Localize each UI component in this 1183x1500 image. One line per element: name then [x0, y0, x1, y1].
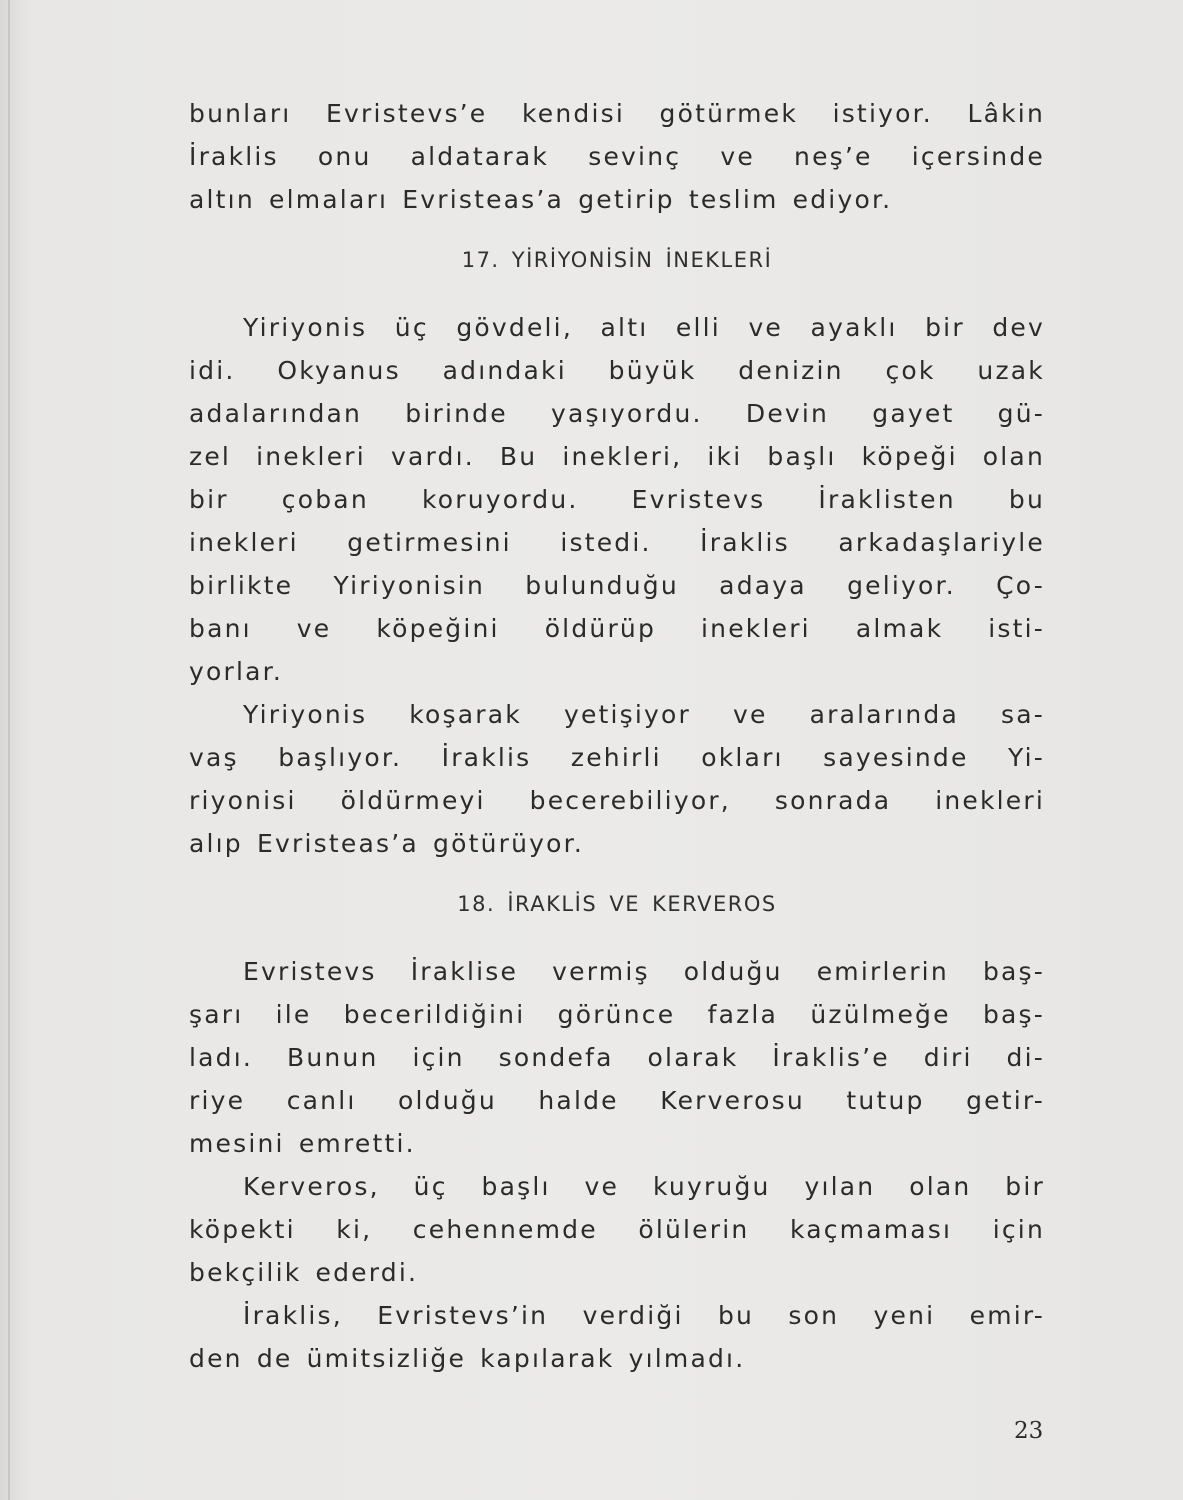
page-edge — [8, 0, 10, 1500]
section-heading-17: 17. YİRİYONİSİN İNEKLERİ — [461, 248, 773, 272]
paragraph-line: altın elmaları Evristeas’a getirip teslim ediyor. — [189, 185, 893, 214]
paragraph-line: adalarından birinde yaşıyordu. Devin gayet gü- — [189, 399, 1045, 428]
paragraph-line: mesini emretti. — [189, 1129, 416, 1158]
paragraph-line: riyonisi öldürmeyi becerebiliyor, sonrada inekleri — [189, 786, 1045, 815]
paragraph-line: banı ve köpeğini öldürüp inekleri almak isti- — [189, 614, 1045, 643]
paragraph-line: idi. Okyanus adındaki büyük denizin çok uzak — [189, 356, 1045, 385]
paragraph-line: bunları Evristevs’e kendisi götürmek istiyor. Lâkin — [189, 99, 1045, 128]
paragraph-line: İraklis onu aldatarak sevinç ve neş’e içersinde — [189, 142, 1045, 171]
paragraph-line: İraklis, Evristevs’in verdiği bu son yeni emir- — [243, 1301, 1045, 1330]
paragraph-line: inekleri getirmesini istedi. İraklis arkadaşlariyle — [189, 528, 1045, 557]
paragraph-line: alıp Evristeas’a götürüyor. — [189, 829, 584, 858]
paragraph-line: bir çoban koruyordu. Evristevs İraklisten bu — [189, 485, 1045, 514]
paragraph-line: riye canlı olduğu halde Kerverosu tutup getir- — [189, 1086, 1045, 1115]
paragraph-line: den de ümitsizliğe kapılarak yılmadı. — [189, 1344, 746, 1373]
section-heading-18: 18. İRAKLİS VE KERVEROS — [457, 892, 777, 916]
paragraph-line: Kerveros, üç başlı ve kuyruğu yılan olan bir — [243, 1172, 1045, 1201]
paragraph-line: köpekti ki, cehennemde ölülerin kaçmaması için — [189, 1215, 1045, 1244]
page-text — [189, 92, 1045, 1380]
page-number: 23 — [1014, 1418, 1044, 1444]
paragraph-line: birlikte Yiriyonisin bulunduğu adaya geliyor. Ço- — [189, 571, 1045, 600]
paragraph-line: Evristevs İraklise vermiş olduğu emirlerin baş- — [243, 957, 1045, 986]
paragraph-line: şarı ile becerildiğini görünce fazla üzülmeğe baş- — [189, 1000, 1045, 1029]
paragraph-line: bekçilik ederdi. — [189, 1258, 419, 1287]
paragraph-line: zel inekleri vardı. Bu inekleri, iki başlı köpeği olan — [189, 442, 1045, 471]
paragraph-line: Yiriyonis koşarak yetişiyor ve aralarında sa- — [243, 700, 1045, 729]
paragraph-line: yorlar. — [189, 657, 283, 686]
paragraph-line: ladı. Bunun için sondefa olarak İraklis’e diri di- — [189, 1043, 1045, 1072]
paragraph-line: vaş başlıyor. İraklis zehirli okları sayesinde Yi- — [189, 743, 1045, 772]
paragraph-line: Yiriyonis üç gövdeli, altı elli ve ayaklı bir dev — [243, 313, 1045, 342]
